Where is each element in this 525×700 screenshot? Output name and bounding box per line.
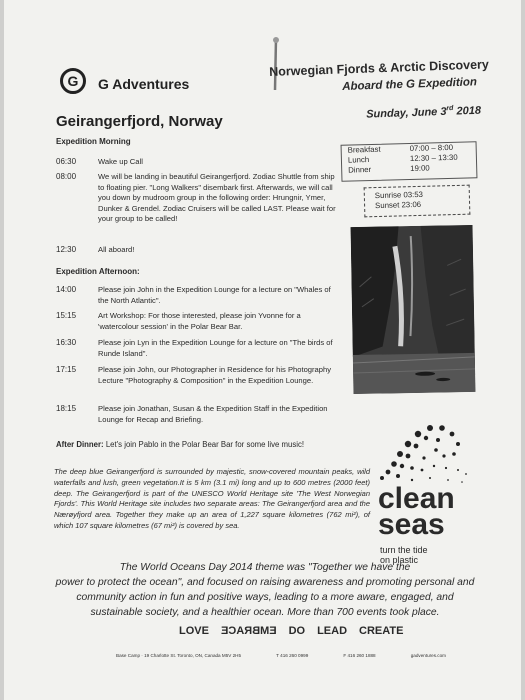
tagline-line1: turn the tide xyxy=(380,545,428,555)
oceans-day-quote: power to protect the ocean", and focused on raising awareness and promoting personal and community action in fun and positive ways, leading to a more aware, engaged, and sustainable society, and a healthier ocean. More than 700 events took place. xyxy=(55,577,475,618)
schedule-time: 15:15 xyxy=(56,311,77,320)
itinerary-sheet xyxy=(4,0,521,700)
schedule-time: 06:30 xyxy=(56,157,77,166)
meal-time: 19:00 xyxy=(410,163,430,173)
schedule-text: Art Workshop: For those interested, please join Yvonne for a 'watercolour session' in the Polar Bear Bar. xyxy=(98,311,301,331)
meal-times-box xyxy=(341,141,478,182)
footer-site: gadventures.com xyxy=(410,653,446,658)
meal-time: 12:30 – 13:30 xyxy=(409,152,458,163)
date-heading xyxy=(366,104,481,121)
meal-label: Lunch xyxy=(347,155,370,165)
schedule-time: 08:00 xyxy=(56,172,77,181)
values-badges xyxy=(179,625,403,637)
tagline-line2: on plastic xyxy=(380,555,419,565)
meal-row xyxy=(342,162,476,176)
trip-title: Norwegian Fjords & Arctic Discovery xyxy=(269,57,490,79)
schedule-text: All aboard! xyxy=(98,245,135,254)
schedule-text: Please join Lyn in the Expedition Lounge for a lecture on "The birds of Runde Island". xyxy=(98,338,333,358)
schedule-text: Please join John in the Expedition Lounge for a lecture on "Whales of the North Atlantic". xyxy=(98,285,331,305)
footer-address: Base Camp · 19 Charlotte St. Toronto, ON, Canada M5V 2H5 xyxy=(116,653,242,658)
schedule-text: We will be landing in beautiful Geirangerfjord. Zodiac Shuttle from ship to floating pier. "Long Walkers" disembark first. Afterwards, we will call you down by mudroom group in the following order: Hrungnir, Ymer, Dunker & Grendel. Zodiac Cruisers will be called LAST. Please wait for your group to be called! xyxy=(98,172,336,224)
fjord-engraving-image xyxy=(351,225,476,394)
after-dinner-label: After Dinner: xyxy=(56,440,104,449)
clean-seas-logo xyxy=(378,482,455,541)
oceans-day-quote-line1: The World Oceans Day 2014 theme was "Together we have the xyxy=(119,562,411,573)
badge-love: LOVE xyxy=(179,625,209,637)
clean-seas-line2: seas xyxy=(378,508,445,541)
clean-seas-line1: clean xyxy=(378,482,455,515)
footer-phone: T 416 260 0999 xyxy=(276,653,309,658)
schedule-time: 17:15 xyxy=(56,365,77,374)
brand-logo-icon: G xyxy=(60,68,86,94)
sunrise-time: Sunrise 03:53 xyxy=(374,189,424,201)
location-heading: Geirangerfjord, Norway xyxy=(56,113,223,130)
badge-create: CREATE xyxy=(359,625,404,637)
schedule-text: Wake up Call xyxy=(98,157,143,166)
date-year: 2018 xyxy=(456,104,482,118)
schedule-text: Please join John, our Photographer in Residence for his Photography Lecture "Photography & Composition" in the Expedition Lounge. xyxy=(98,365,332,385)
footer-fax: F 416 260 1888 xyxy=(343,653,376,658)
after-dinner-note xyxy=(56,440,356,449)
schedule-time: 14:00 xyxy=(56,285,77,294)
schedule-time: 12:30 xyxy=(56,245,77,254)
meal-label: Dinner xyxy=(348,164,372,175)
after-dinner-text: Let's join Pablo in the Polar Bear Bar for some live music! xyxy=(105,440,305,449)
badge-lead: LEAD xyxy=(317,625,348,637)
schedule-time: 16:30 xyxy=(56,338,77,347)
meal-time: 07:00 – 8:00 xyxy=(409,142,454,153)
afternoon-heading: Expedition Afternoon: xyxy=(56,267,140,276)
footer xyxy=(116,653,446,658)
date-weekday: Sunday, June 3 xyxy=(366,105,447,121)
morning-heading: Expedition Morning xyxy=(56,137,131,146)
schedule-text: Please join Jonathan, Susan & the Expedition Staff in the Expedition Lounge for Recap and Briefing. xyxy=(98,404,328,424)
meal-label: Breakfast xyxy=(347,144,381,155)
sunset-time: Sunset 23:06 xyxy=(374,199,422,211)
schedule-time: 18:15 xyxy=(56,404,77,413)
trip-subtitle: Aboard the G Expedition xyxy=(342,76,478,93)
brand-name: G Adventures xyxy=(98,76,190,92)
fjord-description: The deep blue Geirangerfjord is surrounded by majestic, snow-covered mountain peaks, wild waterfalls and lush, green vegetation.It is 5 km (3.1 mi) long and up to 600 metres (2000 feet) deep. The Geirangerfjord is part of the UNESCO World Heritage site 'The West Norwegian Fjords'. This World Heritage site includes two separate areas: The Geirangerfjord area and the Nærøyfjord area. Together they make up an area of 1,227 square kilometres (762 mi²), of which 107 square kilometres (67 mi²) is covered by sea. xyxy=(54,467,370,530)
sun-times-box xyxy=(364,185,471,218)
badge-do: DO xyxy=(288,625,306,637)
date-suffix: rd xyxy=(446,104,454,113)
badge-embrace: EMBRACE xyxy=(220,625,277,637)
wave-logo-icon xyxy=(372,408,472,488)
